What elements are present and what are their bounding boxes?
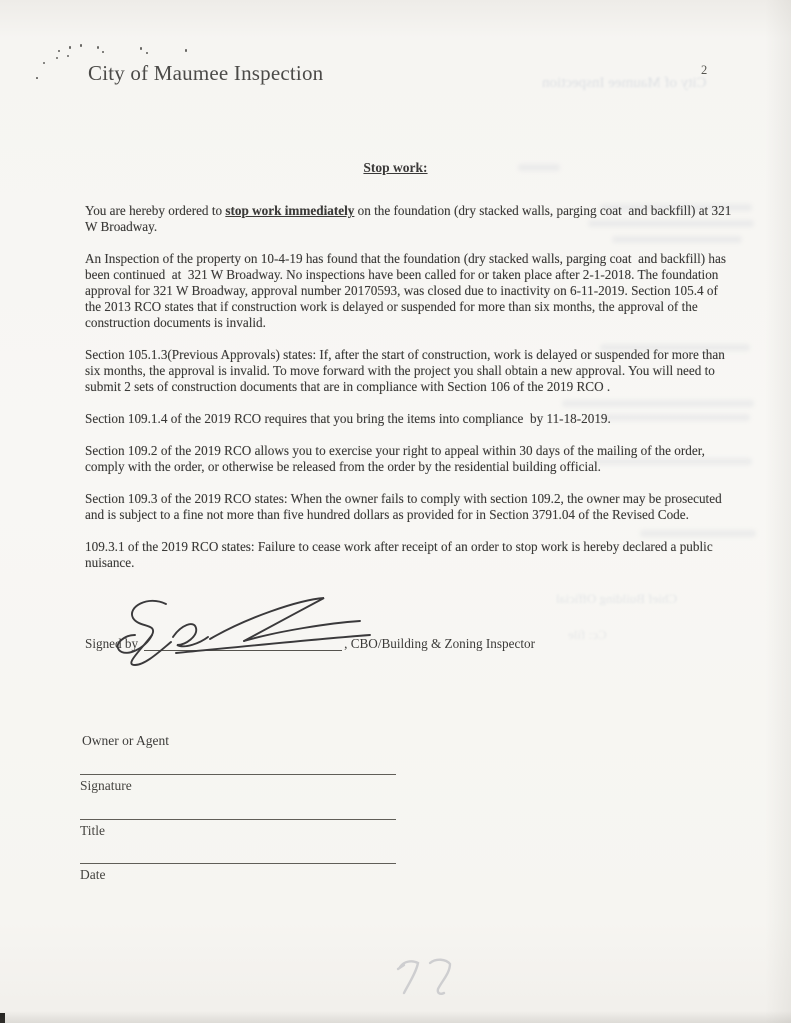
title-field xyxy=(80,819,396,839)
date-field-label: Date xyxy=(80,867,106,882)
signature-field xyxy=(80,774,396,794)
title-field-label: Title xyxy=(80,823,106,838)
date-field xyxy=(80,863,396,883)
paragraph-section-109-3-1: 109.3.1 of the 2019 RCO states: Failure to cease work after receipt of an order to stop work is hereby declared a public nuisance. xyxy=(85,539,716,570)
order-text-post: on the foundation (dry stacked walls, parging coat and backfill) at 321 W Broadway. xyxy=(85,203,735,234)
bleed-through-header: City of Maumee Inspection xyxy=(542,75,707,91)
order-text-emphasis: stop work immediately xyxy=(225,203,355,218)
owner-or-agent-label: Owner or Agent xyxy=(82,733,169,748)
scan-corner-artifact xyxy=(0,1013,5,1023)
paragraph-section-109-1-4: Section 109.1.4 of the 2019 RCO requires that you bring the items into compliance by 11-18-2019. xyxy=(85,411,611,426)
scan-bottom-shadow xyxy=(0,1011,791,1023)
pencil-annotation xyxy=(392,955,462,1010)
bleed-through-official: Chief Building Official xyxy=(556,591,678,606)
handwritten-signature xyxy=(114,590,382,668)
signature-line xyxy=(144,630,342,651)
paragraph-section-109-3: Section 109.3 of the 2019 RCO states: When the owner fails to comply with section 109.2, the owner may be prosecuted and is subject to a fine not more than five hundred dollars as provided for in Section 3791.04 of the Revised Code. xyxy=(85,491,725,522)
stop-work-heading: Stop work: xyxy=(363,160,428,175)
signed-by-label: Signed by xyxy=(85,636,139,651)
paragraph-section-105-1-3: Section 105.1.3(Previous Approvals) states: If, after the start of construction, work is delayed or suspended for more than six months, the approval is invalid. To move forward with the project you shall obtain a new approval. You will need to submit 2 sets of construction documents that are in compliance with Section 106 of the 2019 RCO . xyxy=(85,347,729,394)
bleed-through-cc: Cc: file xyxy=(568,627,607,642)
order-text-pre: You are hereby ordered to xyxy=(85,203,226,218)
paragraph-section-109-2: Section 109.2 of the 2019 RCO allows you to exercise your right to appeal within 30 days of the mailing of the order, comply with the order, or otherwise be released from the order by the residential building official. xyxy=(85,443,709,474)
signature-field-label: Signature xyxy=(80,778,132,793)
signed-by-row xyxy=(85,630,535,654)
letter-body xyxy=(85,203,733,587)
paragraph-inspection-findings: An Inspection of the property on 10-4-19 has found that the foundation (dry stacked walls, parging coat and backfill) has been continued at 321 W Broadway. No inspections have been called for or taken place after 2-1-2018. The foundation approval for 321 W Broadway, approval number 20170593, was closed due to inactivity on 6-11-2019. Section 105.4 of the 2013 RCO states that if construction work is delayed or suspended for more than six months, the approval of the construction documents is invalid. xyxy=(85,251,730,330)
document-title: City of Maumee Inspection xyxy=(88,61,324,85)
paragraph-order xyxy=(85,203,733,235)
signer-title: , CBO/Building & Zoning Inspector xyxy=(344,636,535,651)
page-number: 2 xyxy=(701,63,708,77)
